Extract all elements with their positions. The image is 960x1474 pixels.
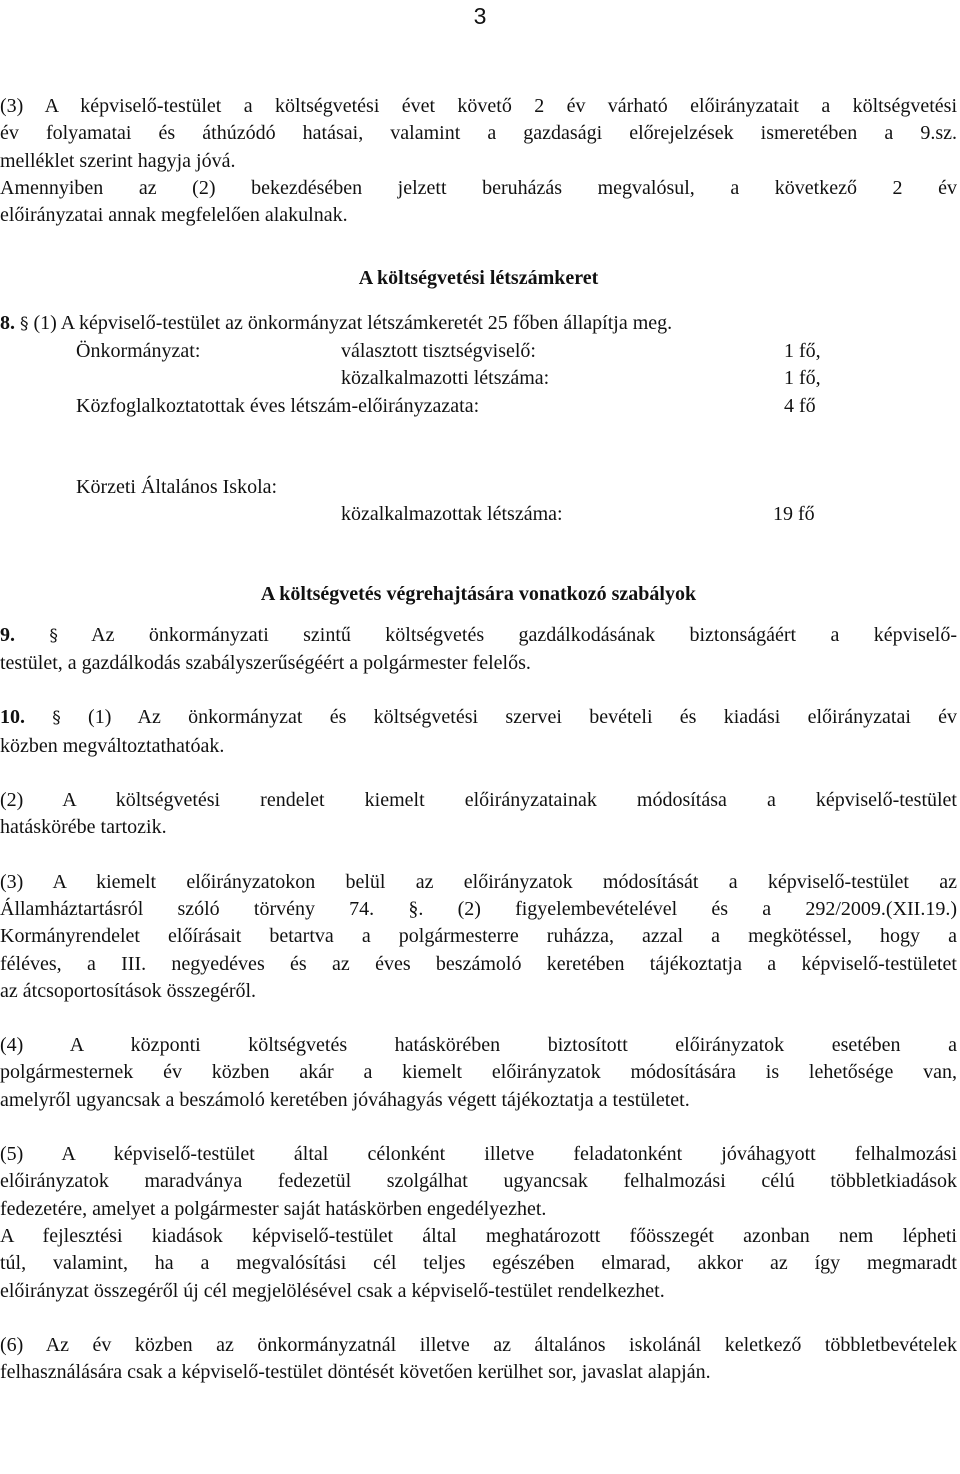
text-line: Az önkormányzati szintű költségvetés gazdálkodásának biztonságáért a képviselő-	[91, 623, 958, 646]
text-line: (1) Az önkormányzat és költségvetési szervei bevételi és kiadási előirányzatai év	[88, 706, 958, 729]
text-line: testület, a gazdálkodás szabályszerűségéért a polgármester felelős.	[0, 652, 531, 675]
text-line: Államháztartásról szóló törvény 74. §. (2) figyelembevételével és a 292/2009.(XII.19.)	[0, 897, 957, 920]
section-9	[0, 622, 957, 678]
text-line: közben megváltoztathatóak.	[0, 734, 225, 757]
section-10	[0, 704, 957, 1386]
intro-paragraph	[0, 93, 957, 229]
text-line: (3) A képviselő-testület a költségvetési évet követő 2 év várható előirányzatait a költségvetési	[0, 95, 957, 117]
page-number: 3	[473, 3, 487, 29]
section-10-paragraph-2	[0, 787, 957, 842]
text-line: (5) A képviselő-testület által célonként illetve feladatonként jóváhagyott felhalmozási	[0, 1143, 957, 1166]
section-number: 9.	[0, 623, 15, 646]
section-heading-execution: A költségvetés végrehajtására vonatkozó szabályok	[260, 582, 697, 605]
paragraph-sign: §	[20, 313, 29, 334]
text-line: (2) A költségvetési rendelet kiemelt előirányzatainak módosítása a képviselő-testület	[0, 789, 957, 812]
section-10-paragraph-6	[0, 1332, 957, 1387]
section-10-paragraph-5	[0, 1141, 957, 1305]
text-line: az átcsoportosítások összegéről.	[0, 979, 257, 1002]
text-line: felhasználására csak a képviselő-testület döntését követően kerülhet sor, javaslat alapján.	[0, 1361, 711, 1384]
document-body	[0, 93, 957, 1386]
text-line: amelyről ugyancsak a beszámoló keretében jóváhagyás végett tájékoztatja a testületet.	[0, 1088, 690, 1111]
staff-role-school-employees: közalkalmazottak létszáma:	[341, 503, 563, 526]
staff-value-public-employees: 1 fő,	[784, 367, 821, 390]
text-line: Kormányrendelet előírásait betartva a polgármesterre ruházza, azzal a megkötéssel, hogy a	[0, 925, 957, 948]
staff-table	[0, 338, 957, 528]
text-line: előirányzatai annak megfelelően alakulnak.	[0, 204, 348, 227]
paragraph-sign: §	[52, 708, 61, 729]
text-line: előirányzatok maradványa fedezetül szolgálhat ugyancsak felhalmozási célú többletkiadások	[0, 1170, 957, 1193]
text-line: hatáskörébe tartozik.	[0, 816, 167, 839]
staff-value-public-workers: 4 fő	[784, 394, 816, 417]
text-line: féléves, a III. negyedéves és az éves beszámoló keretében tájékoztatja a képviselő-testületet	[0, 952, 957, 975]
staff-value-school-employees: 19 fő	[773, 503, 815, 526]
staff-label-school: Körzeti Általános Iskola:	[76, 475, 278, 498]
section-number: 10.	[0, 706, 25, 729]
section-8-text: (1) A képviselő-testület az önkormányzat létszámkeretét 25 főben állapítja meg.	[33, 311, 673, 334]
text-line: fedezetére, amelyet a polgármester saját hatáskörben engedélyezhet.	[0, 1197, 547, 1220]
section-10-paragraph-4	[0, 1032, 957, 1114]
text-line: előirányzat összegéről új cél megjelölésével csak a képviselő-testület rendelkezhet.	[0, 1279, 665, 1302]
text-line: év folyamatai és áthúzódó hatásai, valamint a gazdasági előrejelzések ismeretében a 9.sz.	[0, 122, 957, 145]
text-line: polgármesternek év közben akár a kiemelt előirányzatok módosítására is lehetősége van,	[0, 1061, 957, 1084]
staff-role-elected: választott tisztségviselő:	[341, 340, 536, 363]
staff-label-municipality: Önkormányzat:	[76, 340, 201, 363]
staff-role-public-employees: közalkalmazotti létszáma:	[341, 367, 550, 390]
staff-value-elected: 1 fő,	[784, 340, 821, 363]
text-line: melléklet szerint hagyja jóvá.	[0, 149, 236, 172]
text-line: Amennyiben az (2) bekezdésében jelzett beruházás megvalósul, a következő 2 év	[0, 176, 957, 199]
section-number: 8.	[0, 311, 15, 334]
section-8	[0, 310, 957, 338]
text-line: (6) Az év közben az önkormányzatnál illetve az általános iskolánál keletkező többletbevételek	[0, 1333, 957, 1356]
text-line: (3) A kiemelt előirányzatokon belül az előirányzatok módosítását a képviselő-testület az	[0, 870, 957, 893]
text-line: A fejlesztési kiadások képviselő-testület által meghatározott főösszegét azonban nem lépheti	[0, 1224, 957, 1247]
staff-label-public-workers: Közfoglalkoztatottak éves létszám-előirányzazata:	[76, 394, 480, 417]
section-heading-staff: A költségvetési létszámkeret	[358, 267, 599, 290]
text-line: túl, valamint, ha a megvalósítási cél teljes egészében elmarad, akkor az így megmaradt	[0, 1252, 957, 1275]
text-line: (4) A központi költségvetés hatáskörében biztosított előirányzatok esetében a	[0, 1034, 957, 1057]
section-10-paragraph-3	[0, 869, 957, 1005]
paragraph-sign: §	[49, 625, 58, 646]
